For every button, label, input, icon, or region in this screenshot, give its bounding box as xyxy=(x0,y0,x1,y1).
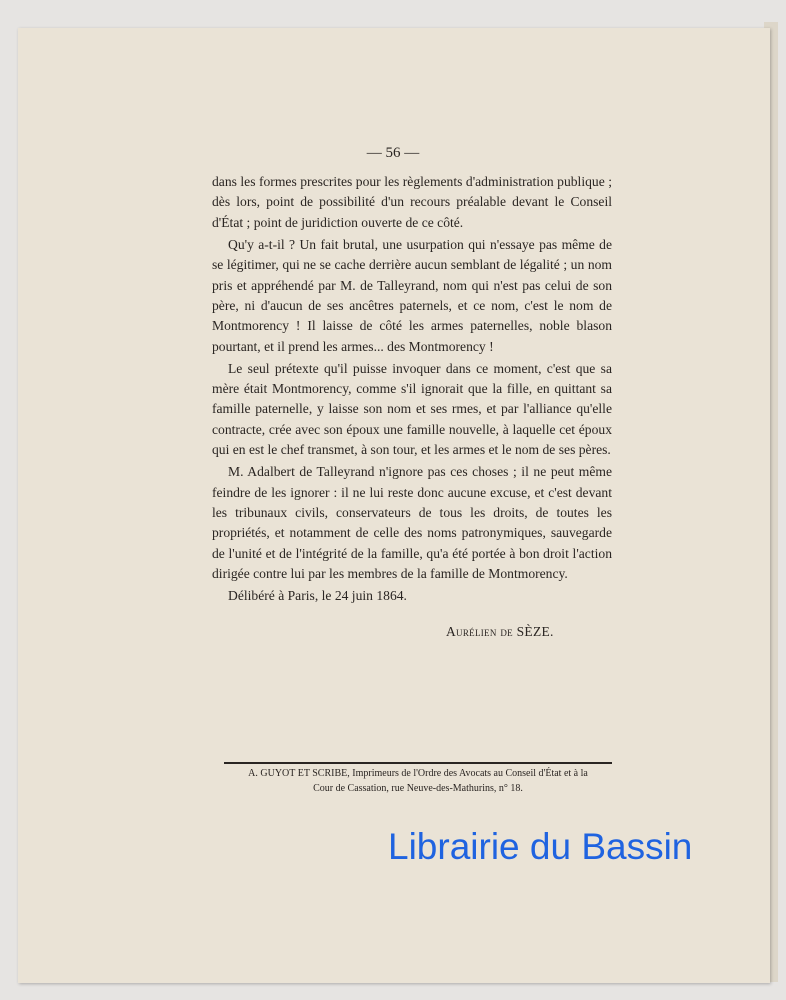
page-number: — 56 — xyxy=(366,145,420,161)
paragraph: M. Adalbert de Talleyrand n'ignore pas ces choses ; il ne peut même feindre de les ignorer : il ne lui reste donc aucune excuse, et c'est devant les tribunaux civils, conservateurs de tous les droits, de toutes les propriétés, et notamment de celle des noms patronymiques, sauvegarde de l'unité et de l'intégrité de la famille, qu'a été portée à bon droit l'action dirigée contre lui par les membres de la famille de Montmorency. xyxy=(212,464,612,582)
divider-rule xyxy=(224,762,612,764)
printer-imprint xyxy=(224,766,612,796)
paragraph: dans les formes prescrites pour les règlements d'administration publique ; dès lors, point de possibilité d'un recours préalable devant le Conseil d'État ; point de juridiction ouverte de ce côté. xyxy=(212,174,612,230)
body-text xyxy=(212,172,612,608)
printer-line-2: Cour de Cassation, rue Neuve-des-Mathurins, n° 18. xyxy=(313,783,523,794)
paragraph: Le seul prétexte qu'il puisse invoquer dans ce moment, c'est que sa mère était Montmorency, comme s'il ignorait que la fille, en quittant sa famille paternelle, y laisse son nom et ses rmes, et par l'alliance qu'elle contracte, crée avec son époux une famille nouvelle, à laquelle cet époux qui en est le chef transmet, à son tour, et les armes et le nom de ses pères. xyxy=(212,360,612,458)
paragraph: Qu'y a-t-il ? Un fait brutal, une usurpation qui n'essaye pas même de se légitimer, qui ne se cache derrière aucun semblant de légalité ; un nom pris et appréhendé par M. de Talleyrand, nom qui n'est pas celui de son père, ni d'aucun de ses ancêtres paternels, et ce nom, c'est le nom de Montmorency ! Il laisse de côté les armes paternelles, noble blason pourtant, et il prend les armes... des Montmorency ! xyxy=(212,236,612,354)
watermark: Librairie du Bassin xyxy=(388,826,693,867)
date-line: Délibéré à Paris, le 24 juin 1864. xyxy=(228,588,407,604)
printer-line-1: A. GUYOT ET SCRIBE, Imprimeurs de l'Ordre des Avocats au Conseil d'État et à la xyxy=(248,768,588,779)
signature: Aurélien de SÈZE. xyxy=(446,624,554,639)
